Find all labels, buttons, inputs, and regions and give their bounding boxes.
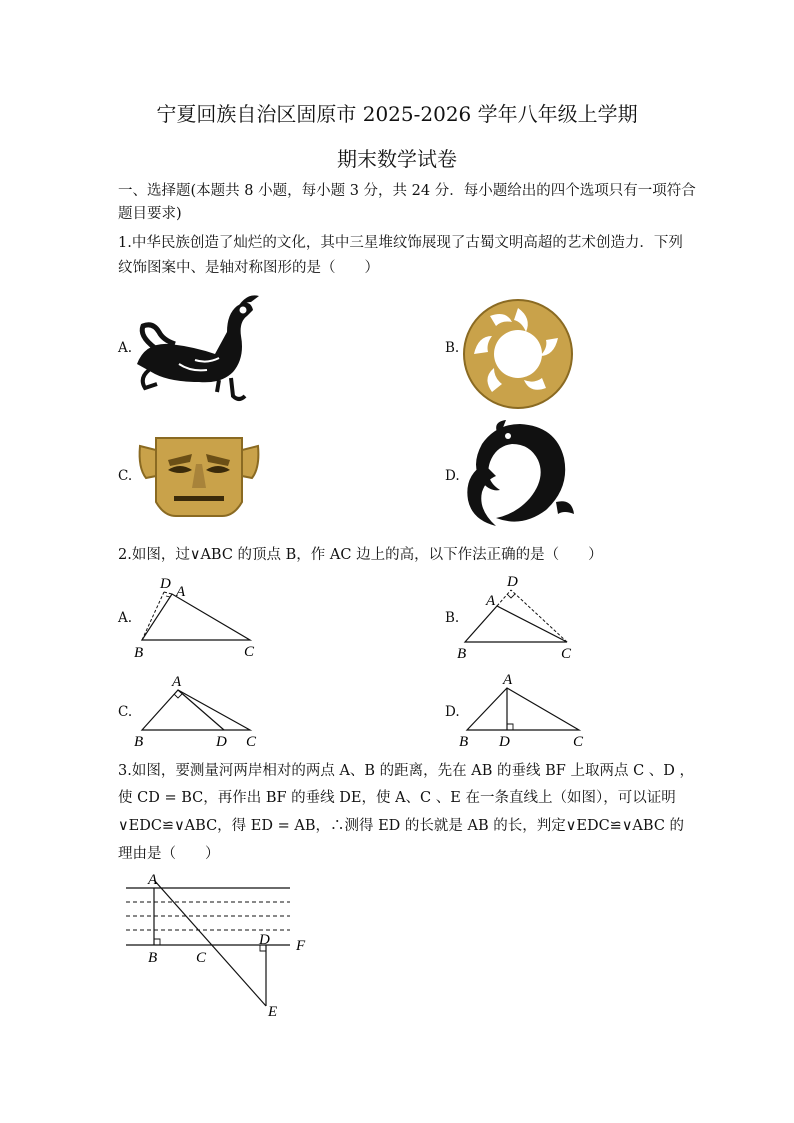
- q2d-label-d: D: [499, 734, 510, 750]
- q3-line4: 理由是（ ）: [118, 846, 220, 862]
- q2d-label-c: C: [573, 734, 584, 750]
- q3-line2: 使 CD = BC，再作出 BF 的垂线 DE，使 A、C 、E 在一条直线上（如图），可以证明: [118, 790, 676, 806]
- q3-label-b: B: [148, 950, 158, 966]
- q2-option-a-label: A.: [118, 610, 133, 626]
- q3-label-f: F: [296, 938, 306, 954]
- q2b-label-a: A: [486, 593, 496, 609]
- q3-label-c: C: [196, 950, 207, 966]
- q2d-label-a: A: [503, 672, 513, 688]
- q2-figure-a: [130, 572, 270, 662]
- q2a-label-a: A: [176, 584, 186, 600]
- q3-label-d: D: [259, 932, 270, 948]
- q1-option-a-label: A.: [118, 340, 133, 356]
- q2c-label-c: C: [246, 734, 257, 750]
- q2a-label-b: B: [134, 645, 144, 661]
- section-header-line2: 题目要求): [118, 206, 182, 222]
- q2-option-d-label: D.: [445, 704, 460, 720]
- q2b-label-b: B: [457, 646, 467, 662]
- q3-line1: 3.如图，要测量河两岸相对的两点 A、B 的距离，先在 AB 的垂线 BF 上取两点 C 、D ，: [118, 763, 695, 779]
- q2b-label-d: D: [507, 574, 518, 590]
- q3-label-e: E: [268, 1004, 278, 1020]
- q1-option-b-label: B.: [445, 340, 460, 356]
- q2c-label-d: D: [216, 734, 227, 750]
- gold-sun-disk-image: [462, 298, 574, 410]
- q2-figure-c: [130, 668, 270, 750]
- q2-figure-d: [455, 668, 595, 750]
- q2-option-c-label: C.: [118, 704, 133, 720]
- q2a-label-c: C: [244, 644, 255, 660]
- q2b-label-c: C: [561, 646, 572, 662]
- q3-line3: ∨EDC≌∨ABC，得 ED = AB，∴测得 ED 的长就是 AB 的长，判定∨EDC≌∨ABC 的: [118, 818, 685, 834]
- q2-option-b-label: B.: [445, 610, 460, 626]
- q1-option-d-label: D.: [445, 468, 460, 484]
- q2d-label-b: B: [459, 734, 469, 750]
- q3-label-a: A: [148, 872, 158, 888]
- black-dragon-image: [460, 418, 578, 530]
- bronze-mask-image: [134, 432, 264, 518]
- q2-figure-b: [455, 572, 595, 664]
- q1-option-c-label: C.: [118, 468, 133, 484]
- q2c-label-b: B: [134, 734, 144, 750]
- q1-line1: 1.中华民族创造了灿烂的文化，其中三星堆纹饰展现了古蜀文明高超的艺术创造力．下列: [118, 235, 683, 251]
- bird-pattern-image: [135, 292, 265, 404]
- section-header-line1: 一、选择题(本题共 8 小题，每小题 3 分，共 24 分．每小题给出的四个选项只有一项符合: [118, 183, 696, 199]
- page-subtitle: 期末数学试卷: [337, 147, 457, 171]
- q1-line2: 纹饰图案中、是轴对称图形的是（ ）: [118, 260, 379, 276]
- q2-text: 2.如图，过∨ABC 的顶点 B，作 AC 边上的高，以下作法正确的是（ ）: [118, 547, 603, 563]
- q2c-label-a: A: [172, 674, 182, 690]
- q2a-label-d: D: [160, 576, 171, 592]
- q3-river-figure: [118, 868, 318, 1020]
- page-title: 宁夏回族自治区固原市 2025-2026 学年八年级上学期: [156, 102, 638, 126]
